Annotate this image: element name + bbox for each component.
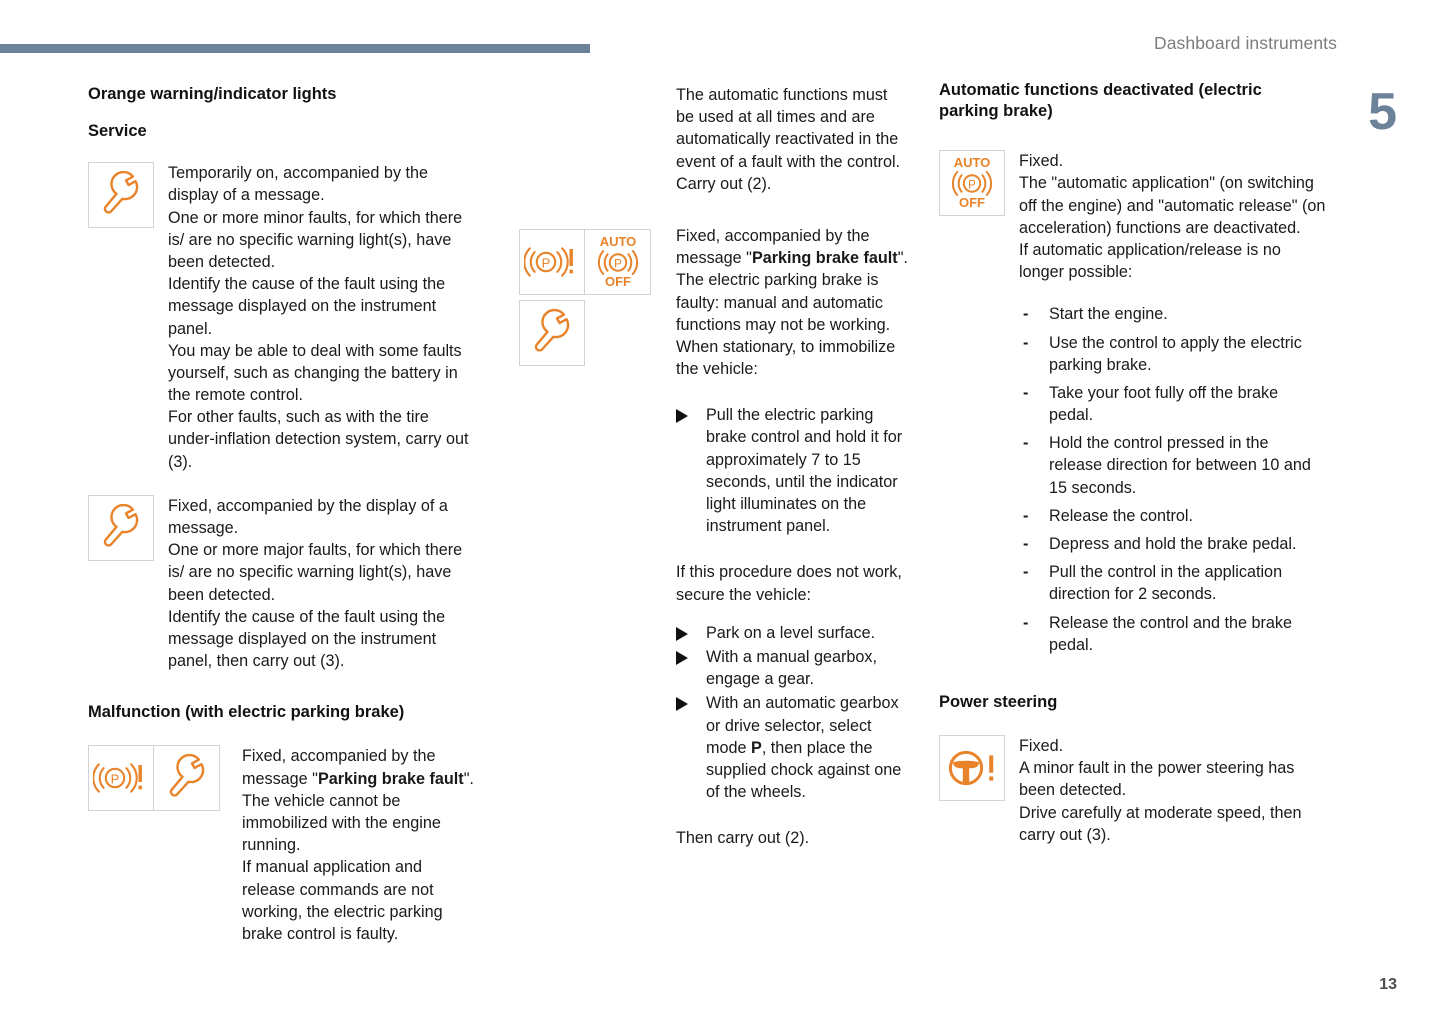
- entry-line: You may be able to deal with some faults yourself, such as changing the battery in the remote control.: [168, 341, 462, 405]
- triangle-bullet-icon: [676, 627, 688, 641]
- message-prefix: Fixed, accompanied by the message ": [676, 226, 870, 268]
- icon-stack: [939, 735, 1005, 801]
- entry-line: A minor fault in the power steering has been detected.: [1019, 759, 1295, 800]
- icon-row: [88, 162, 154, 228]
- warning-entry-text: [168, 162, 480, 473]
- wrench-icon: [88, 162, 154, 228]
- list-item: [1019, 505, 1319, 527]
- dash-bullet-icon: -: [1023, 535, 1029, 554]
- warning-entry-text: [1019, 735, 1331, 846]
- intro-line: The automatic functions must be used at all times and are automatically reactivated in the event of a fault with the control.: [676, 86, 901, 171]
- list-item: [676, 692, 912, 803]
- warning-entry-malfunction: [88, 745, 488, 945]
- steering-wheel-warning-icon: [939, 735, 1005, 801]
- warning-entry-service-fixed: [88, 495, 488, 673]
- icon-row: [939, 735, 1005, 801]
- list-item: [1019, 432, 1319, 499]
- gear-mode-label: P: [751, 738, 762, 757]
- list-item-label: Hold the control pressed in the release direction for between 10 and 15 seconds.: [1049, 434, 1311, 497]
- warning-entry-parking-brake-fault: [519, 226, 909, 380]
- dash-bullet-icon: -: [1023, 383, 1029, 402]
- entry-line: The "automatic application" (on switching off the engine) and "automatic release" (on acceleration) functions are deactivated.: [1019, 174, 1326, 237]
- subsection-title-malfunction: Malfunction (with electric parking brake): [88, 703, 405, 722]
- list-item-label: Release the control.: [1049, 506, 1193, 525]
- warning-entry-text: [242, 745, 474, 945]
- icon-row: [88, 745, 220, 811]
- section-title-automatic-functions-deactivated: Automatic functions deactivated (electric parking brake): [939, 81, 1262, 121]
- triangle-bullet-icon: [676, 697, 688, 711]
- column-1: [88, 84, 488, 945]
- entry-line: One or more minor faults, for which there is/ are no specific warning light(s), have been detected.: [168, 208, 463, 271]
- dash-bullet-icon: -: [1023, 434, 1029, 453]
- entry-line-with-message: [242, 745, 474, 789]
- parking-brake-fault-icon: [519, 229, 585, 295]
- wrench-icon: [88, 495, 154, 561]
- entry-line: When stationary, to immobilize the vehicle:: [676, 337, 896, 379]
- icon-stack: [88, 495, 154, 561]
- list-item-label: Pull the electric parking brake control and hold it for approximately 7 to 15 seconds, until the indicator light illuminates on the instrument panel.: [706, 406, 903, 536]
- running-header-title: Dashboard instruments: [1153, 33, 1337, 53]
- warning-entry-auto-functions-deactivated: [939, 150, 1331, 283]
- triangle-bullet-icon: [676, 409, 688, 423]
- entry-line: One or more major faults, for which there is/ are no specific warning light(s), have been detected.: [168, 541, 463, 604]
- svg-text:OFF: OFF: [959, 195, 985, 211]
- procedure-fallback-note: If this procedure does not work, secure the vehicle:: [676, 563, 902, 604]
- message-prefix: Fixed, accompanied by the message ": [242, 747, 436, 788]
- list-item-label-suffix: , then place the supplied chock against one of the wheels.: [706, 738, 902, 802]
- icon-stack: [88, 745, 220, 811]
- icon-row: [519, 300, 651, 366]
- auto-p-off-icon: [939, 150, 1005, 216]
- svg-text:P: P: [613, 258, 622, 271]
- list-item: [1019, 382, 1319, 426]
- wrench-icon: [519, 300, 585, 366]
- list-item-label: Use the control to apply the electric parking brake.: [1049, 333, 1302, 374]
- intro-line: Carry out (2).: [676, 174, 772, 193]
- column-2: [519, 84, 909, 849]
- parking-brake-fault-icon: [88, 745, 154, 811]
- dash-bullet-icon: -: [1023, 613, 1029, 632]
- subsection-title-power-steering: Power steering: [939, 692, 1058, 711]
- list-item: [1019, 332, 1319, 376]
- column-3: [939, 80, 1331, 846]
- warning-entry-text: [168, 495, 480, 673]
- icon-row: [519, 229, 651, 295]
- subsection-title-service: Service: [88, 122, 147, 141]
- list-item: [676, 622, 912, 644]
- dash-bullet-icon: -: [1023, 305, 1029, 324]
- svg-text:AUTO: AUTO: [599, 233, 636, 249]
- list-item-label: With a manual gearbox, engage a gear.: [706, 647, 877, 689]
- entry-line: Fixed.: [1019, 737, 1064, 756]
- svg-text:OFF: OFF: [604, 273, 631, 289]
- entry-line: The vehicle cannot be immobilized with the engine running.: [242, 791, 441, 855]
- entry-line: Identify the cause of the fault using the message displayed on the instrument panel, then carry out (3).: [168, 607, 446, 671]
- list-item-label: Park on a level surface.: [706, 623, 876, 642]
- icon-row: [88, 495, 154, 561]
- entry-line: Drive carefully at moderate speed, then carry out (3).: [1019, 803, 1302, 844]
- dash-bullet-icon: -: [1023, 506, 1029, 525]
- warning-entry-text: [1019, 150, 1329, 283]
- procedure-steps-immobilize: [676, 404, 908, 537]
- entry-line-with-message: [676, 225, 908, 269]
- svg-text:P: P: [968, 179, 976, 192]
- page-number: 13: [1379, 976, 1397, 993]
- entry-line: If manual application and release commands are not working, the electric parking brake control is faulty.: [242, 858, 443, 943]
- svg-text:AUTO: AUTO: [953, 155, 991, 171]
- message-suffix: ".: [897, 249, 908, 268]
- list-item: [1019, 612, 1319, 656]
- icon-row: [939, 150, 1005, 216]
- icon-stack: [939, 150, 1005, 216]
- procedure-closing-note: Then carry out (2).: [676, 829, 810, 848]
- list-item: [1019, 303, 1319, 325]
- list-item-label: Pull the control in the application direction for 2 seconds.: [1049, 563, 1283, 604]
- header-rule: [0, 44, 590, 53]
- list-item-label: Start the engine.: [1049, 305, 1168, 324]
- list-item: [676, 404, 908, 537]
- auto-p-off-icon: [585, 229, 651, 295]
- procedure-steps-reactivate: [1019, 303, 1319, 656]
- message-suffix: ".: [463, 769, 474, 788]
- section-title-orange-warning-lights: Orange warning/indicator lights: [88, 85, 337, 103]
- message-bold: Parking brake fault: [751, 249, 898, 268]
- triangle-bullet-icon: [676, 651, 688, 665]
- entry-line: Identify the cause of the fault using the message displayed on the instrument panel.: [168, 275, 446, 338]
- list-item-label: Release the control and the brake pedal.: [1049, 613, 1292, 654]
- entry-line: Fixed, accompanied by the display of a message.: [168, 496, 448, 538]
- warning-entry-power-steering: [939, 735, 1331, 846]
- svg-text:P: P: [541, 255, 551, 271]
- list-item-label-prefix: With an automatic gearbox or drive selector, select mode: [706, 694, 899, 757]
- entry-line: Fixed.: [1019, 152, 1064, 171]
- list-item: [1019, 561, 1319, 605]
- list-item: [676, 646, 912, 690]
- warning-entry-text: [676, 225, 908, 380]
- dash-bullet-icon: -: [1023, 563, 1029, 582]
- entry-line: For other faults, such as with the tire under-inflation detection system, carry out (3).: [168, 408, 469, 471]
- svg-text:P: P: [110, 771, 120, 787]
- icon-stack: [519, 229, 651, 366]
- entry-line: If automatic application/release is no longer possible:: [1019, 240, 1281, 282]
- entry-line: The electric parking brake is faulty: manual and automatic functions may not be working.: [676, 271, 891, 334]
- warning-entry-service-temporary: [88, 162, 488, 473]
- wrench-icon: [154, 745, 220, 811]
- chapter-number: 5: [1368, 83, 1397, 141]
- automatic-functions-intro: [676, 84, 908, 195]
- icon-stack: [88, 162, 154, 228]
- message-bold: Parking brake fault: [317, 769, 464, 788]
- list-item: [1019, 533, 1319, 555]
- dash-bullet-icon: -: [1023, 333, 1029, 352]
- entry-line: Temporarily on, accompanied by the display of a message.: [168, 164, 429, 205]
- procedure-steps-secure: [676, 622, 912, 804]
- list-item-label: Depress and hold the brake pedal.: [1049, 535, 1297, 554]
- list-item-label: Take your foot fully off the brake pedal.: [1049, 383, 1279, 425]
